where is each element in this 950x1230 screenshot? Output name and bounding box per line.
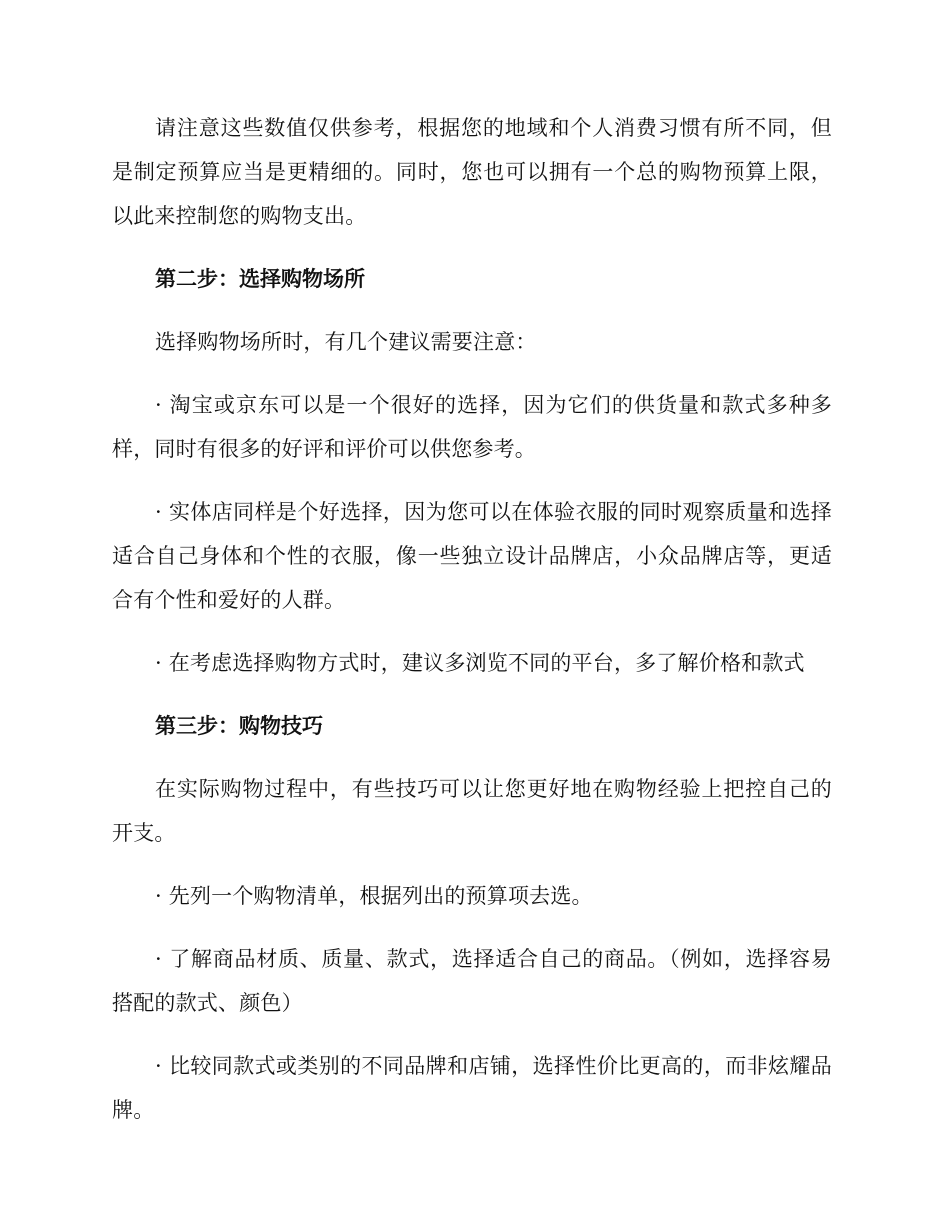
bullet-compare-brands: · 比较同款式或类别的不同品牌和店铺，选择性价比更高的，而非炫耀品牌。 xyxy=(112,1054,832,1122)
bullet-know-products: · 了解商品材质、质量、款式，选择适合自己的商品。（例如，选择容易搭配的款式、颜色） xyxy=(112,947,832,1015)
heading-step-three: 第三步：购物技巧 xyxy=(155,714,323,738)
paragraph-budget-note: 请注意这些数值仅供参考，根据您的地域和个人消费习惯有所不同，但是制定预算应当是更精细的。同时，您也可以拥有一个总的购物预算上限，以此来控制您的购物支出。 xyxy=(112,116,832,228)
bullet-online-shops: · 淘宝或京东可以是一个很好的选择，因为它们的供货量和款式多种多样，同时有很多的好评和评价可以供您参考。 xyxy=(112,393,832,461)
paragraph-shopping-venue-intro: 选择购物场所时，有几个建议需要注意： xyxy=(155,330,537,354)
bullet-compare-platforms: · 在考虑选择购物方式时，建议多浏览不同的平台，多了解价格和款式 xyxy=(155,651,805,675)
paragraph-shopping-tips-intro: 在实际购物过程中，有些技巧可以让您更好地在购物经验上把控自己的开支。 xyxy=(112,777,832,845)
bullet-shopping-list: · 先列一个购物清单，根据列出的预算项去选。 xyxy=(155,884,593,908)
document-page xyxy=(112,106,832,1151)
bullet-physical-stores: · 实体店同样是个好选择，因为您可以在体验衣服的同时观察质量和选择适合自己身体和个性的衣服，像一些独立设计品牌店，小众品牌店等，更适合有个性和爱好的人群。 xyxy=(112,500,832,612)
heading-step-two: 第二步：选择购物场所 xyxy=(155,267,365,291)
